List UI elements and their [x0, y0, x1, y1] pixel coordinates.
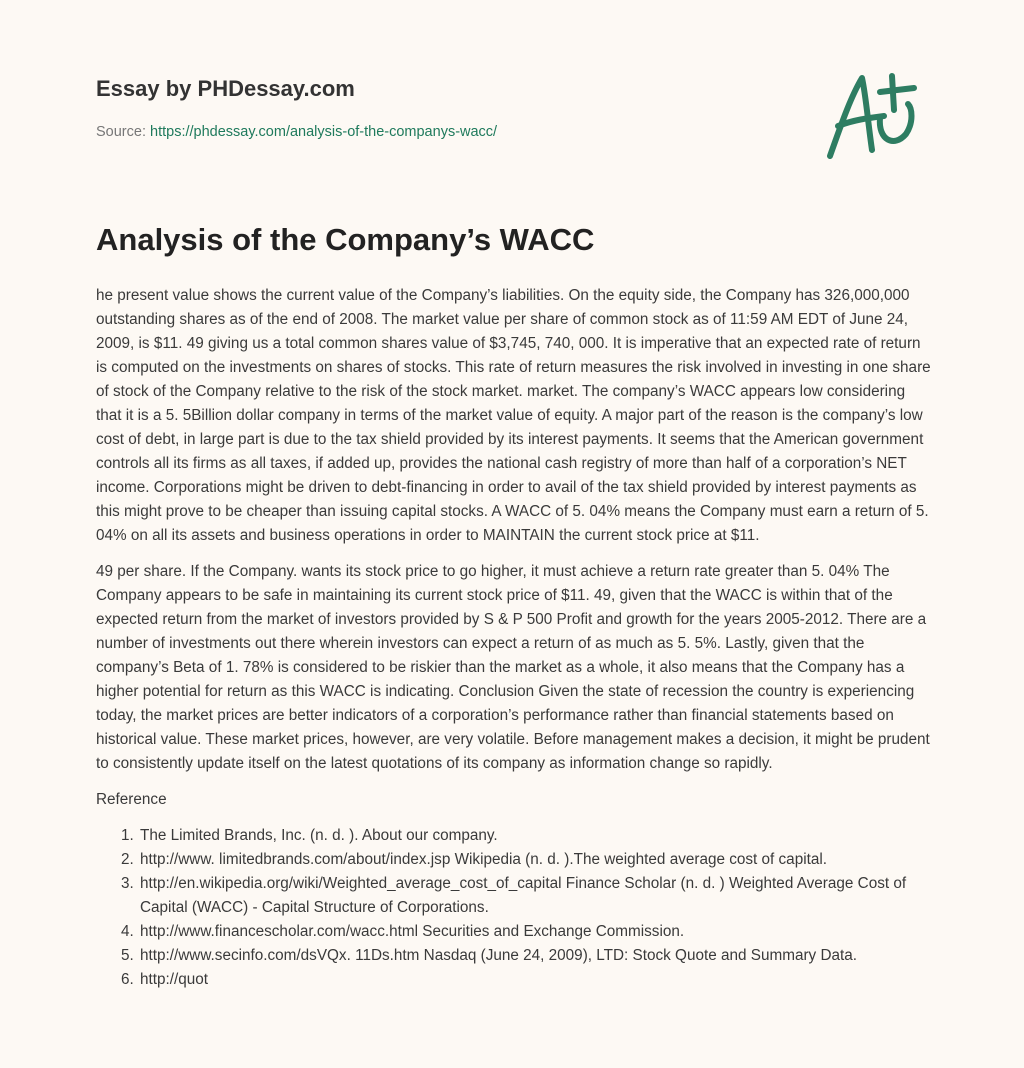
- a-plus-logo-icon: [818, 68, 928, 168]
- paragraph: he present value shows the current value of the Company’s liabilities. On the equity side, the Company has 326,000,000 outstanding shares as of the end of 2008. The market value per share of common stock as of 11:59 AM EDT of June 24, 2009, is $11. 49 giving us a total common shares value of $3,745, 740, 000. It is imperative that an expected rate of return is computed on the investments on shares of stocks. This rate of return measures the risk involved in investing in one share of stock of the Company relative to the risk of the stock market. market. The company’s WACC appears low considering that it is a 5. 5Billion dollar company in terms of the market value of equity. A major part of the reason is the company’s low cost of debt, in large part is due to the tax shield provided by its interest payments. It seems that the American government controls all its firms as all taxes, if added up, provides the national cash registry of more than half of a corporation’s NET income. Corporations might be driven to debt-financing in order to avail of the tax shield provided by interest payments as this might prove to be cheaper than issuing capital stocks. A WACC of 5. 04% means the Company must earn a return of 5. 04% on all its assets and business operations in order to MAINTAIN the current stock price at $11.: [96, 287, 931, 544]
- reference-list: [96, 824, 932, 992]
- paragraph: 49 per share. If the Company. wants its stock price to go higher, it must achieve a return rate greater than 5. 04% The Company appears to be safe in maintaining its current stock price of $11. 49, given that the WACC is within that of the expected return from the market of investors provided by S & P 500 Profit and growth for the years 2005-2012. There are a number of investments out there wherein investors can expect a return of as much as 5. 5%. Lastly, given that the company’s Beta of 1. 78% is considered to be riskier than the market as a whole, it also means that the Company has a higher potential for return as this WACC is indicating. Conclusion Given the state of recession the country is experiencing today, the market prices are better indicators of a corporation’s performance rather than financial statements based on historical value. These market prices, however, are very volatile. Before management makes a decision, it might be prudent to consistently update itself on the latest quotations of its company as information change so rapidly.: [96, 563, 930, 772]
- reference-item: 6. http://quot: [138, 968, 932, 992]
- source-link[interactable]: https://phdessay.com/analysis-of-the-companys-wacc/: [150, 124, 498, 140]
- reference-item: 2. http://www. limitedbrands.com/about/index.jsp Wikipedia (n. d. ).The weighted average cost of capital.: [138, 848, 932, 872]
- source-label: Source:: [96, 124, 146, 140]
- site-title: Essay by PHDessay.com: [96, 76, 355, 101]
- source-line: [96, 124, 497, 140]
- reference-item: 1. The Limited Brands, Inc. (n. d. ). About our company.: [138, 824, 932, 848]
- reference-item: 3. http://en.wikipedia.org/wiki/Weighted_average_cost_of_capital Finance Scholar (n. d. ) Weighted Average Cost of Capital (WACC) - Capital Structure of Corporations.: [138, 872, 932, 920]
- reference-item: 4. http://www.financescholar.com/wacc.html Securities and Exchange Commission.: [138, 920, 932, 944]
- article-title: Analysis of the Company’s WACC: [96, 222, 595, 257]
- reference-item: 5. http://www.secinfo.com/dsVQx. 11Ds.htm Nasdaq (June 24, 2009), LTD: Stock Quote and Summary Data.: [138, 944, 932, 968]
- reference-heading: Reference: [96, 791, 167, 808]
- article-body: [96, 284, 932, 992]
